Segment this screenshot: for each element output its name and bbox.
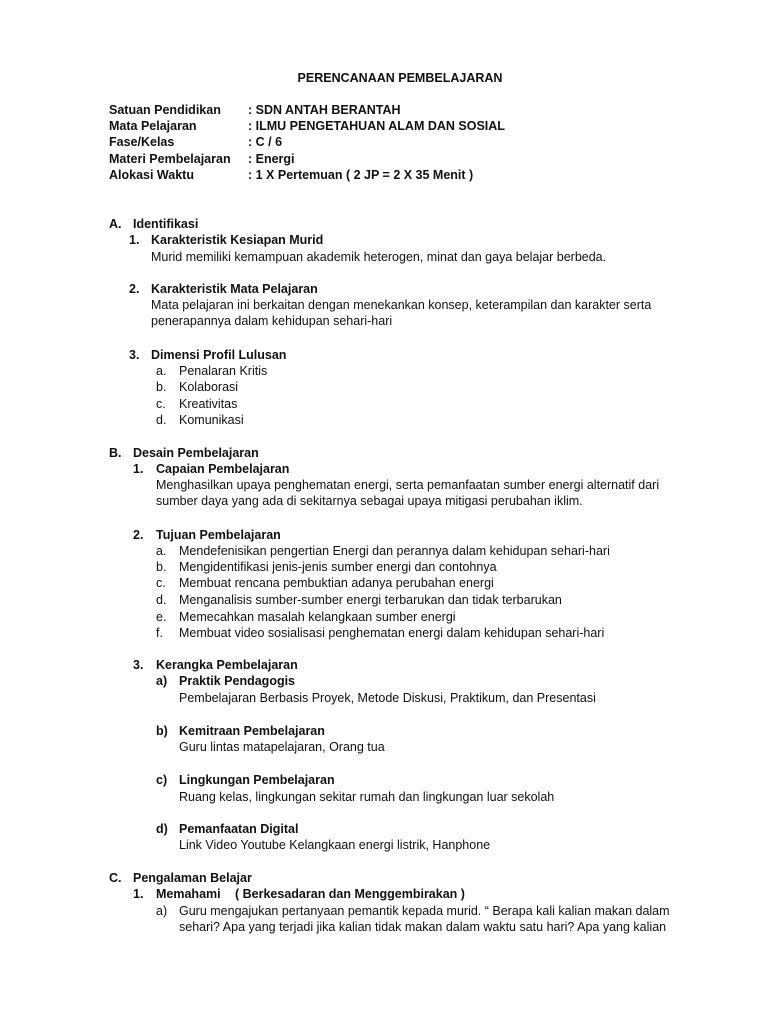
a3-title: Dimensi Profil Lulusan xyxy=(151,348,287,362)
list-item: Komunikasi xyxy=(179,413,244,427)
sub-item-title: Pemanfaatan Digital xyxy=(179,822,299,836)
sub-item-text: Link Video Youtube Kelangkaan energi listrik, Hanphone xyxy=(179,838,491,852)
header-value-mapel: : ILMU PENGETAHUAN ALAM DAN SOSIAL xyxy=(248,119,505,133)
document-title: PERENCANAAN PEMBELAJARAN xyxy=(297,71,503,85)
header-value-fase: : C / 6 xyxy=(248,135,283,149)
b1-title: Capaian Pembelajaran xyxy=(156,462,290,476)
list-item: Kreativitas xyxy=(179,397,238,411)
header-label-fase: Fase/Kelas xyxy=(109,135,175,149)
c1a-text-line-2: sehari? Apa yang terjadi jika kalian tidak makan dalam waktu satu hari? Apa yang kalian xyxy=(179,920,667,934)
list-item-letter: b. xyxy=(156,380,167,394)
b3-title: Kerangka Pembelajaran xyxy=(156,658,298,672)
header-label-materi: Materi Pembelajaran xyxy=(109,152,231,166)
section-a-letter: A. xyxy=(109,217,122,231)
sub-item-text: Ruang kelas, lingkungan sekitar rumah dan lingkungan luar sekolah xyxy=(179,790,555,804)
section-c-title: Pengalaman Belajar xyxy=(133,871,252,885)
a2-title: Karakteristik Mata Pelajaran xyxy=(151,282,318,296)
sub-item-letter: a) xyxy=(156,674,168,688)
c1-number: 1. xyxy=(133,887,144,901)
sub-item-title: Kemitraan Pembelajaran xyxy=(179,724,325,738)
a2-text-line-2: penerapannya dalam kehidupan sehari-hari xyxy=(151,314,393,328)
list-item-letter: c. xyxy=(156,397,166,411)
list-item-letter: a. xyxy=(156,364,167,378)
a1-text-line: Murid memiliki kemampuan akademik heterogen, minat dan gaya belajar berbeda. xyxy=(151,250,607,264)
sub-item-letter: c) xyxy=(156,773,168,787)
list-item: Memecahkan masalah kelangkaan sumber energi xyxy=(179,610,456,624)
list-item: Membuat video sosialisasi penghematan energi dalam kehidupan sehari-hari xyxy=(179,626,605,640)
header-label-mapel: Mata Pelajaran xyxy=(109,119,197,133)
sub-item-letter: b) xyxy=(156,724,168,738)
section-b-title: Desain Pembelajaran xyxy=(133,446,259,460)
list-item-letter: f. xyxy=(156,626,163,640)
list-item-letter: d. xyxy=(156,413,167,427)
sub-item-letter: a) xyxy=(156,904,168,918)
sub-item-title: Lingkungan Pembelajaran xyxy=(179,773,335,787)
list-item: Membuat rencana pembuktian adanya perubahan energi xyxy=(179,576,494,590)
list-item: Penalaran Kritis xyxy=(179,364,268,378)
header-label-alokasi: Alokasi Waktu xyxy=(109,168,194,182)
b2-number: 2. xyxy=(133,528,144,542)
b1-number: 1. xyxy=(133,462,144,476)
a3-number: 3. xyxy=(129,348,140,362)
b1-text-line-2: sumber daya yang ada di sekitarnya sebagai upaya mitigasi perubahan iklim. xyxy=(156,494,583,508)
list-item: Mengidentifikasi jenis-jenis sumber energi dan contohnya xyxy=(179,560,497,574)
list-item: Mendefenisikan pengertian Energi dan perannya dalam kehidupan sehari-hari xyxy=(179,544,610,558)
section-b-letter: B. xyxy=(109,446,122,460)
b3-number: 3. xyxy=(133,658,144,672)
a2-number: 2. xyxy=(129,282,140,296)
b1-text-line-1: Menghasilkan upaya penghematan energi, serta pemanfaatan sumber energi alternatif dari xyxy=(156,478,660,492)
a2-text-line-1: Mata pelajaran ini berkaitan dengan menekankan konsep, keterampilan dan karakter serta xyxy=(151,298,652,312)
header-label-satuan: Satuan Pendidikan xyxy=(109,103,221,117)
c1-title: Memahami xyxy=(156,887,221,901)
c1-subtitle: ( Berkesadaran dan Menggembirakan ) xyxy=(235,887,465,901)
header-value-satuan: : SDN ANTAH BERANTAH xyxy=(248,103,401,117)
list-item: Kolaborasi xyxy=(179,380,239,394)
sub-item-text: Pembelajaran Berbasis Proyek, Metode Diskusi, Praktikum, dan Presentasi xyxy=(179,691,596,705)
header-value-alokasi: : 1 X Pertemuan ( 2 JP = 2 X 35 Menit ) xyxy=(248,168,474,182)
sub-item-title: Praktik Pendagogis xyxy=(179,674,296,688)
list-item-letter: a. xyxy=(156,544,167,558)
a1-number: 1. xyxy=(129,233,140,247)
sub-item-letter: d) xyxy=(156,822,168,836)
list-item-letter: b. xyxy=(156,560,167,574)
header-value-materi: : Energi xyxy=(248,152,295,166)
list-item-letter: d. xyxy=(156,593,167,607)
section-c-letter: C. xyxy=(109,871,122,885)
list-item-letter: e. xyxy=(156,610,167,624)
section-a-title: Identifikasi xyxy=(133,217,199,231)
b2-title: Tujuan Pembelajaran xyxy=(156,528,281,542)
c1a-text-line-1: Guru mengajukan pertanyaan pemantik kepada murid. “ Berapa kali kalian makan dalam xyxy=(179,904,670,918)
a1-title: Karakteristik Kesiapan Murid xyxy=(151,233,324,247)
sub-item-text: Guru lintas matapelajaran, Orang tua xyxy=(179,740,385,754)
list-item: Menganalisis sumber-sumber energi terbarukan dan tidak terbarukan xyxy=(179,593,562,607)
list-item-letter: c. xyxy=(156,576,166,590)
